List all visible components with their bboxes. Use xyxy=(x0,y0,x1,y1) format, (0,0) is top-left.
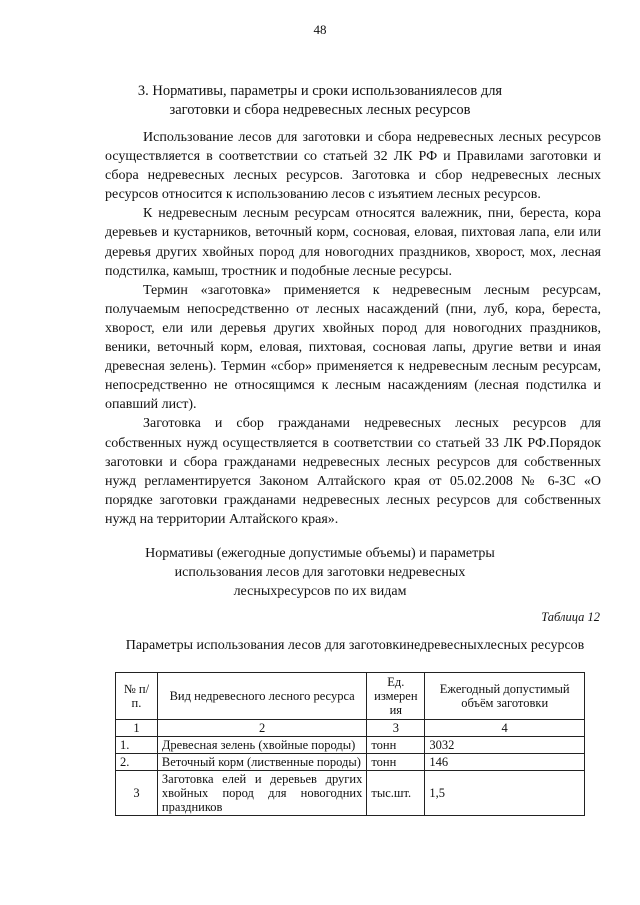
column-number-2: 2 xyxy=(157,720,366,737)
page-number: 48 xyxy=(313,22,327,37)
data-table xyxy=(115,672,585,816)
row-1-resource: Древесная зелень (хвойные породы) xyxy=(157,737,366,754)
sub-title-line-3: лесныхресурсов по их видам xyxy=(233,584,407,599)
column-number-1: 1 xyxy=(116,720,158,737)
paragraph-3: Термин «заготовка» применяется к недревесным лесным ресурсам, получаемым непосредственно от лесных насаждений (пни, луб, кора, береста, хворост, ели или деревья других хвойных пород для новогодних праздников, веники, веточный корм, еловая, пихтовая, сосновая лапы, другие ветви и иная древесная зелень). Термин «сбор» применяется к недревесным лесным ресурсам, непосредственно не относящимся к лесным насаждениям (лесная подстилка и опавший лист). xyxy=(105,282,601,413)
header-number: № п/п. xyxy=(116,673,158,720)
header-annual-volume: Ежегодный допустимый объём заготовки xyxy=(425,673,585,720)
paragraph-2: К недревесным лесным ресурсам относятся валежник, пни, береста, кора деревьев и кустарников, веточный корм, сосновая, еловая, пихтовая лапа, ели или деревья других хвойных пород для новогодних праздников, хворост, мох, лесная подстилка, камыш, тростник и подобные лесные ресурсы. xyxy=(105,206,601,279)
row-1-volume: 3032 xyxy=(425,737,585,754)
table-label: Таблица 12 xyxy=(541,610,600,624)
table-row xyxy=(116,754,585,771)
row-2-unit: тонн xyxy=(367,754,425,771)
table-column-numbers-row xyxy=(116,720,585,737)
header-resource-type: Вид недревесного лесного ресурса xyxy=(157,673,366,720)
table-row xyxy=(116,737,585,754)
sub-title-line-1: Нормативы (ежегодные допустимые объемы) и параметры xyxy=(145,546,495,561)
row-2-number: 2. xyxy=(116,754,158,771)
table-header-row xyxy=(116,673,585,720)
row-2-resource: Веточный корм (лиственные породы) xyxy=(157,754,366,771)
table-caption: Параметры использования лесов для заготовкинедревесныхлесных ресурсов xyxy=(125,638,585,653)
row-1-number: 1. xyxy=(116,737,158,754)
row-1-unit: тонн xyxy=(367,737,425,754)
row-3-resource: Заготовка елей и деревьев других хвойных пород для новогодних праздников xyxy=(157,771,366,816)
paragraph-4: Заготовка и сбор гражданами недревесных лесных ресурсов для собственных нужд осуществляется в соответствии со статьей 33 ЛК РФ.Порядок заготовки и сбора гражданами недревесных лесных ресурсов для собственных нужд регламентируется Законом Алтайского края от 05.02.2008 № 6-ЗС «О порядке заготовки гражданами недревесных лесных ресурсов для собственных нужд на территории Алтайского края». xyxy=(105,416,601,527)
row-3-unit: тыс.шт. xyxy=(367,771,425,816)
sub-title xyxy=(130,544,510,601)
row-3-volume: 1,5 xyxy=(425,771,585,816)
body-text xyxy=(105,128,601,529)
section-title-line-1: 3. Нормативы, параметры и сроки использованиялесов для xyxy=(137,83,503,99)
header-unit: Ед. измерен ия xyxy=(367,673,425,720)
sub-title-line-2: использования лесов для заготовки недревесных xyxy=(174,565,466,580)
row-3-number: 3 xyxy=(116,771,158,816)
section-title xyxy=(110,82,530,120)
paragraph-1: Использование лесов для заготовки и сбора недревесных лесных ресурсов осуществляется в соответствии со статьей 32 ЛК РФ и Правилами заготовки и сбора недревесных лесных ресурсов. Заготовка и сбор недревесных лесных ресурсов относится к использованию лесов с изъятием лесных ресурсов. xyxy=(105,130,601,203)
column-number-4: 4 xyxy=(425,720,585,737)
column-number-3: 3 xyxy=(367,720,425,737)
section-title-line-2: заготовки и сбора недревесных лесных ресурсов xyxy=(169,102,471,118)
row-2-volume: 146 xyxy=(425,754,585,771)
table-row xyxy=(116,771,585,816)
